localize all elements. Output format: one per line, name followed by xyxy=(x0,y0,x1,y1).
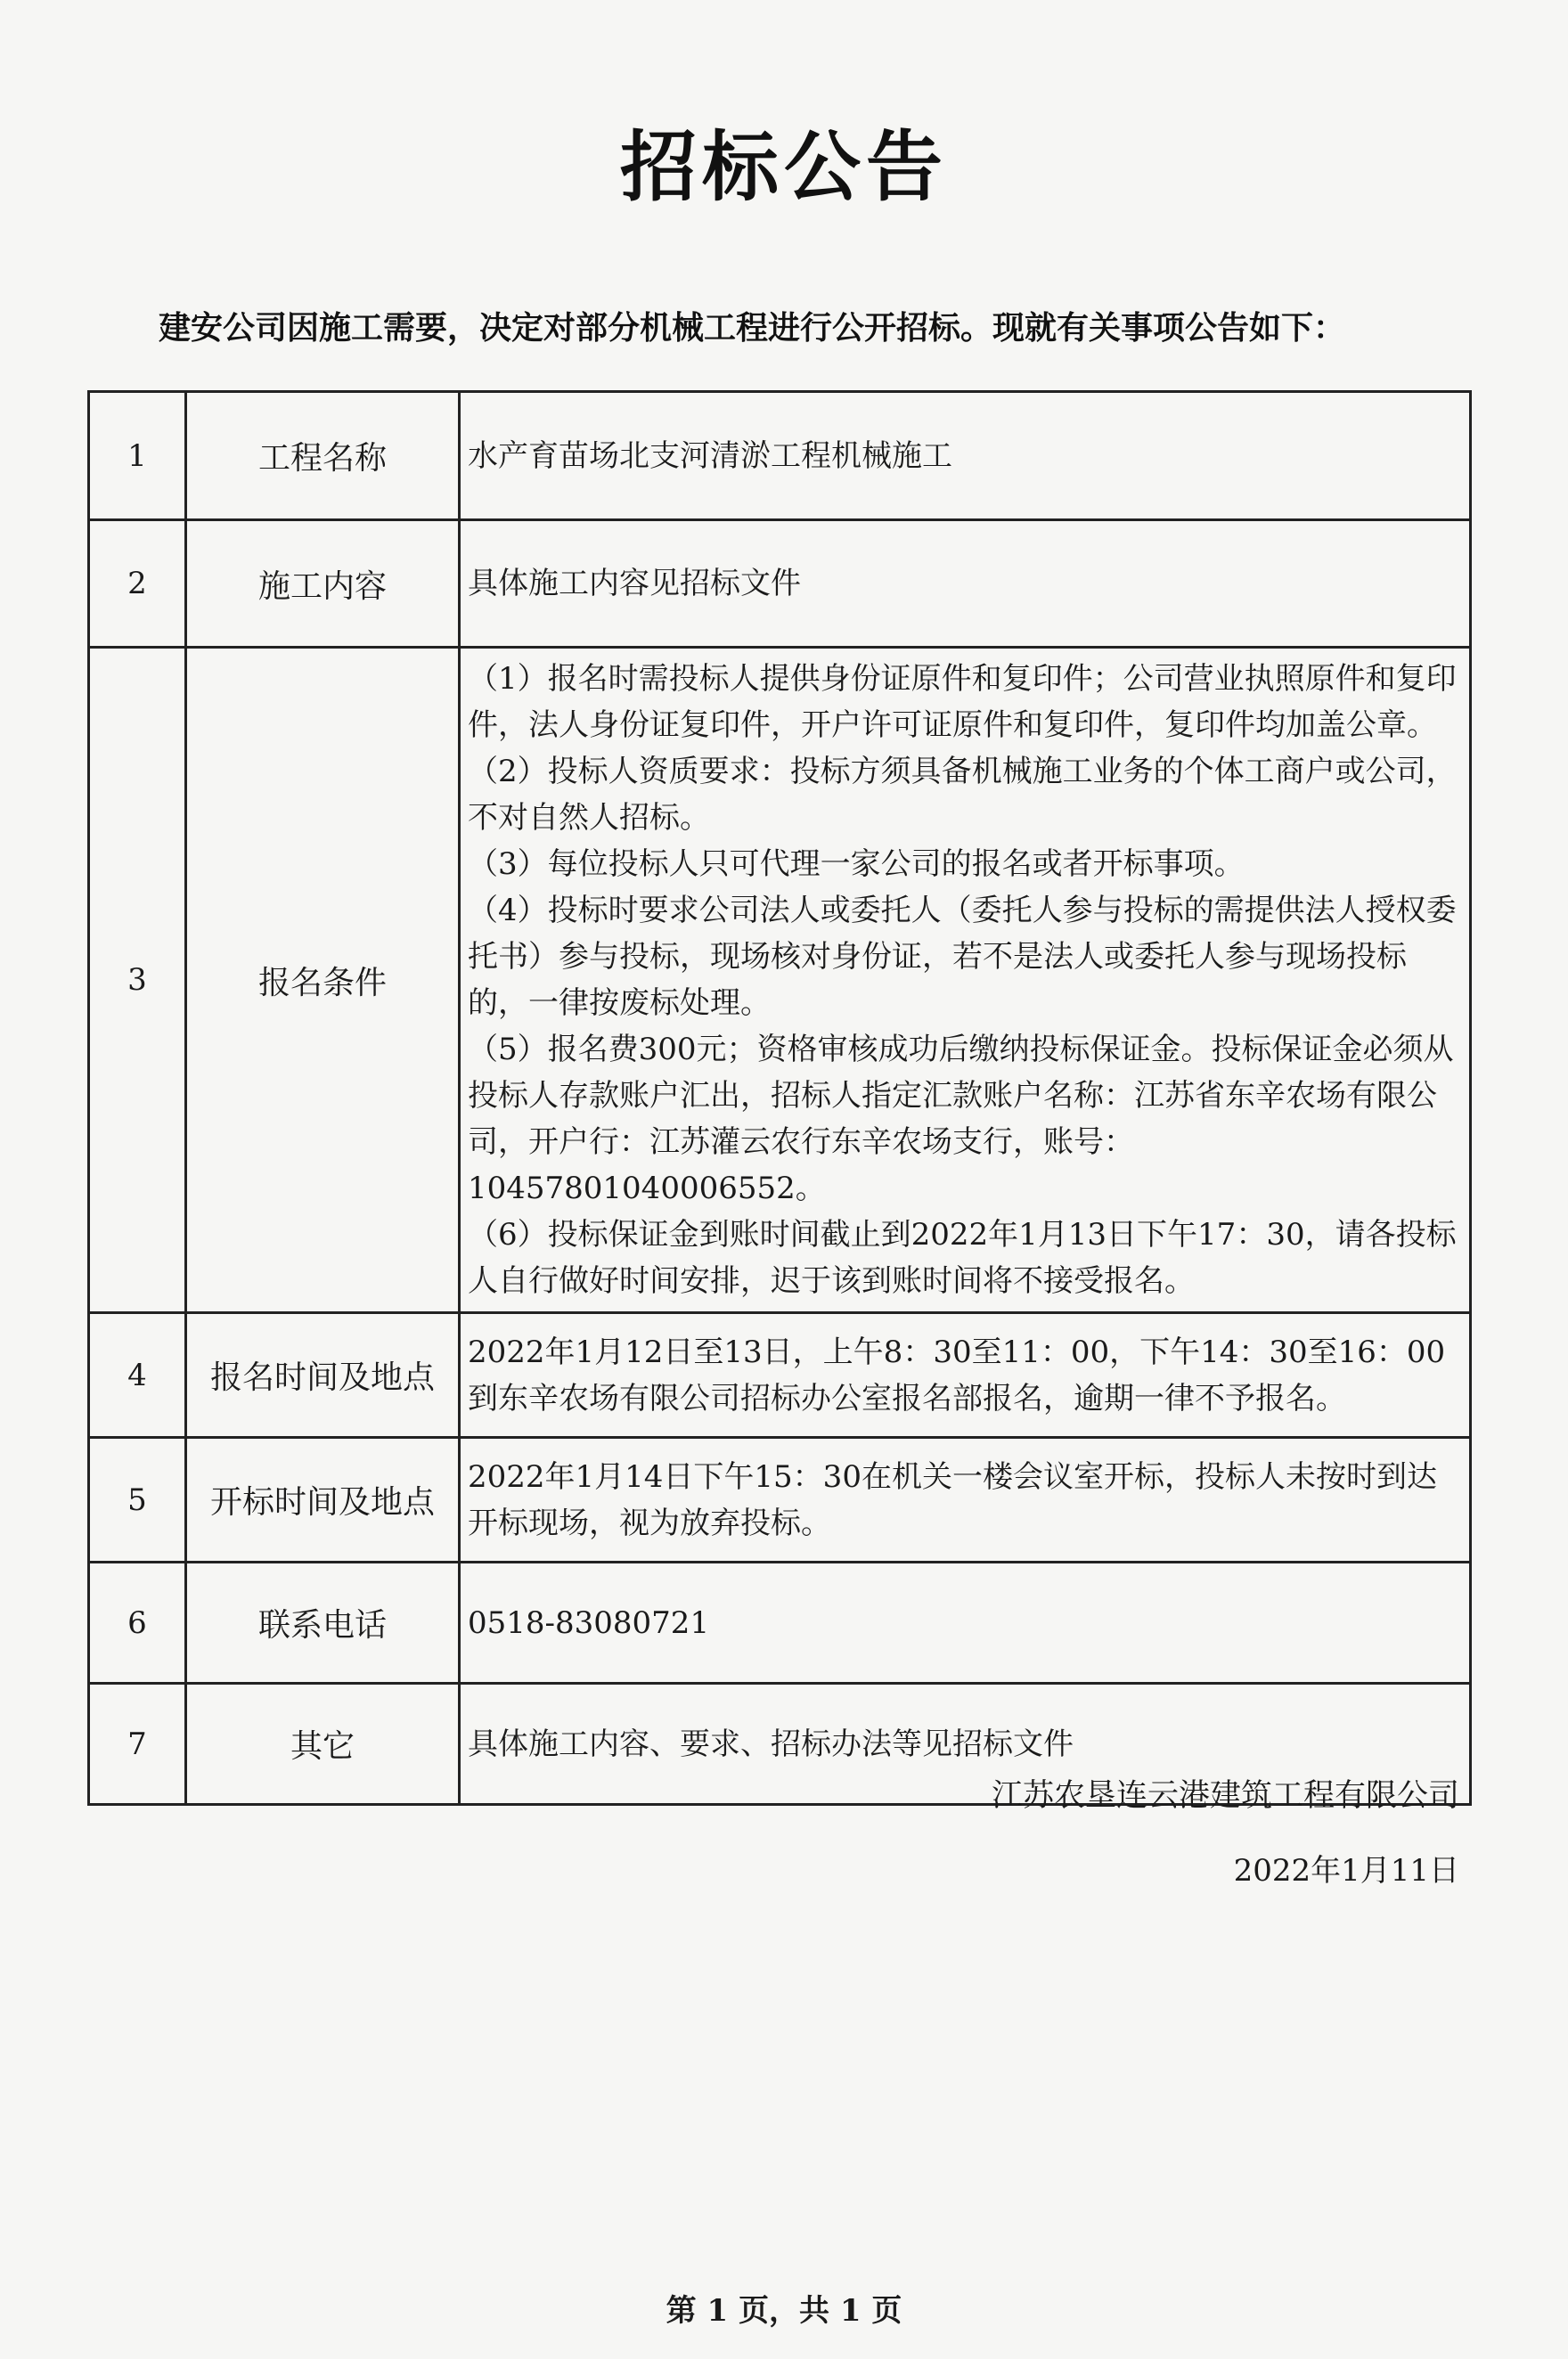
row-label: 施工内容 xyxy=(186,520,460,648)
row-number: 4 xyxy=(89,1313,186,1438)
row-label: 工程名称 xyxy=(186,392,460,520)
row-content: 2022年1月14日下午15：30在机关一楼会议室开标，投标人未按时到达开标现场，视为放弃投标。 xyxy=(460,1438,1471,1563)
table-row xyxy=(89,1438,1471,1563)
row-number: 1 xyxy=(89,392,186,520)
row-content: 2022年1月12日至13日，上午8：30至11：00，下午14：30至16：00到东辛农场有限公司招标办公室报名部报名，逾期一律不予报名。 xyxy=(460,1313,1471,1438)
table-row xyxy=(89,392,1471,520)
row-content: 0518-83080721 xyxy=(460,1563,1471,1684)
condition-item: （6）投标保证金到账时间截止到2022年1月13日下午17：30，请各投标人自行做好时间安排，迟于该到账时间将不接受报名。 xyxy=(468,1217,1457,1299)
notice-table xyxy=(87,390,1472,1806)
row-label: 报名时间及地点 xyxy=(186,1313,460,1438)
row-number: 2 xyxy=(89,520,186,648)
intro-paragraph: 建安公司因施工需要，决定对部分机械工程进行公开招标。现就有关事项公告如下： xyxy=(159,310,1346,347)
row-label: 报名条件 xyxy=(186,648,460,1313)
row-number: 3 xyxy=(89,648,186,1313)
table-row xyxy=(89,1313,1471,1438)
table-row xyxy=(89,1563,1471,1684)
row-content: 具体施工内容、要求、招标办法等见招标文件 xyxy=(460,1684,1471,1805)
table-row xyxy=(89,648,1471,1313)
condition-item: （2）投标人资质要求：投标方须具备机械施工业务的个体工商户或公司，不对自然人招标。 xyxy=(468,754,1457,836)
condition-item: （4）投标时要求公司法人或委托人（委托人参与投标的需提供法人授权委托书）参与投标，现场核对身份证，若不是法人或委托人参与现场投标的，一律按废标处理。 xyxy=(468,893,1457,1021)
condition-item: （5）报名费300元；资格审核成功后缴纳投标保证金。投标保证金必须从投标人存款账户汇出，招标人指定汇款账户名称：江苏省东辛农场有限公司，开户行：江苏灌云农行东辛农场支行，账号：10457801040006552。 xyxy=(468,1032,1454,1206)
row-label: 开标时间及地点 xyxy=(186,1438,460,1563)
page-number: 第 1 页，共 1 页 xyxy=(666,2293,902,2329)
page-title: 招标公告 xyxy=(620,123,948,212)
row-label: 联系电话 xyxy=(186,1563,460,1684)
row-number: 7 xyxy=(89,1684,186,1805)
condition-item: （1）报名时需投标人提供身份证原件和复印件；公司营业执照原件和复印件，法人身份证复印件，开户许可证原件和复印件，复印件均加盖公章。 xyxy=(468,661,1457,743)
condition-item: （3）每位投标人只可代理一家公司的报名或者开标事项。 xyxy=(468,846,1245,882)
conditions-list xyxy=(460,648,1471,1313)
signature-date: 2022年1月11日 xyxy=(1233,1853,1459,1889)
row-number: 6 xyxy=(89,1563,186,1684)
table-row xyxy=(89,520,1471,648)
row-number: 5 xyxy=(89,1438,186,1563)
row-content: 水产育苗场北支河清淤工程机械施工 xyxy=(460,392,1471,520)
signature-company: 江苏农垦连云港建筑工程有限公司 xyxy=(991,1778,1459,1814)
row-content: 具体施工内容见招标文件 xyxy=(460,520,1471,648)
row-label: 其它 xyxy=(186,1684,460,1805)
